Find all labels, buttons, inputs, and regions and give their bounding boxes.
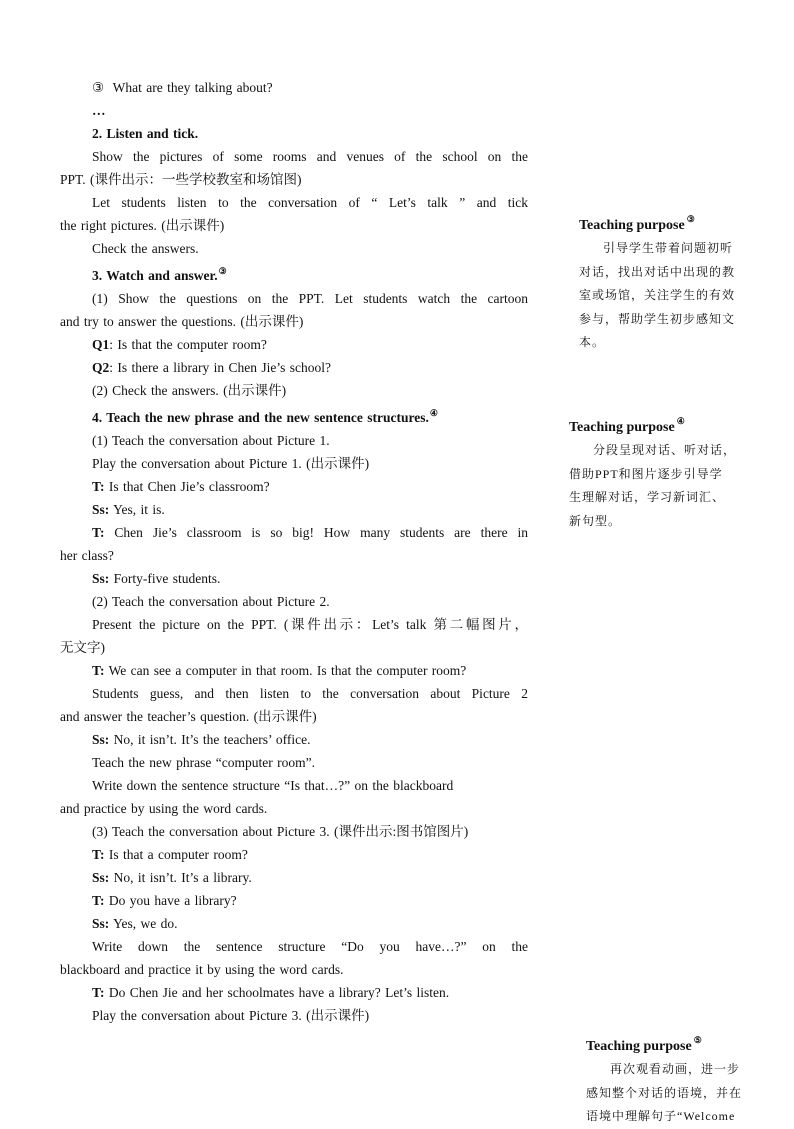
paragraph-line: the right pictures. (出示课件) bbox=[60, 218, 225, 233]
dialogue-line: T: We can see a computer in that room. Is that the computer room? bbox=[92, 663, 467, 678]
paragraph-line: (1) Show the questions on the PPT. Let students watch the cartoon bbox=[92, 291, 528, 306]
speaker: Ss: bbox=[92, 571, 110, 586]
speaker: T: bbox=[92, 985, 105, 1000]
paragraph-line: and practice by using the word cards. bbox=[60, 801, 268, 816]
dialogue-line: Ss: No, it isn’t. It’s the teachers’ office. bbox=[92, 732, 311, 747]
dialogue-line: Ss: Yes, we do. bbox=[92, 916, 178, 931]
dialogue-line: Ss: Forty-five students. bbox=[92, 571, 221, 586]
sidebar-line: 引导学生带着问题初听 bbox=[603, 241, 734, 255]
dialogue-line: Ss: Yes, it is. bbox=[92, 502, 165, 517]
paragraph-line: Play the conversation about Picture 1. (出示课件) bbox=[92, 456, 370, 471]
paragraph-line: (2) Teach the conversation about Picture 2. bbox=[92, 594, 330, 609]
sidebar-line: 再次观看动画，进一步 bbox=[610, 1062, 741, 1076]
sidebar-title: Teaching purpose bbox=[586, 1039, 692, 1054]
paragraph-line: (3) Teach the conversation about Picture 3. (课件出示:图书馆图片) bbox=[92, 824, 469, 839]
paragraph-line: Let students listen to the conversation of “ Let’s talk ” and tick bbox=[92, 195, 528, 210]
sidebar-title: Teaching purpose bbox=[569, 420, 675, 435]
speaker: T: bbox=[92, 663, 105, 678]
dialogue-line: her class? bbox=[60, 548, 114, 563]
sidebar-line: 新句型。 bbox=[569, 513, 622, 528]
sidebar-line: 参与，帮助学生初步感知文 bbox=[579, 311, 736, 326]
dialogue-line: T: Do Chen Jie and her schoolmates have a library? Let’s listen. bbox=[92, 985, 450, 1000]
dialogue-line: T: Do you have a library? bbox=[92, 893, 237, 908]
teaching-purpose-4 bbox=[569, 410, 749, 533]
lesson-procedure bbox=[60, 76, 528, 1027]
footnote-marker: ③ bbox=[218, 266, 227, 276]
sidebar-line: 本。 bbox=[579, 335, 606, 349]
section-heading-watch-answer: 3. Watch and answer.③ bbox=[92, 266, 227, 283]
paragraph-line: 无文字) bbox=[60, 640, 105, 655]
sidebar-line: 生理解对话，学习新词汇、 bbox=[569, 490, 726, 504]
footnote-marker: ③ bbox=[686, 214, 695, 224]
sidebar-line: 分段呈现对话、听对话， bbox=[593, 443, 737, 457]
sidebar-line: 室或场馆，关注学生的有效 bbox=[579, 288, 736, 302]
paragraph-line: and try to answer the questions. (出示课件) bbox=[60, 314, 304, 329]
sidebar-line: 对话，找出对话中出现的教 bbox=[579, 264, 736, 279]
question-1: Q1: Is that the computer room? bbox=[92, 337, 267, 352]
question-text: What are they talking about? bbox=[112, 80, 273, 95]
paragraph-line: Show the pictures of some rooms and venues of the school on the bbox=[92, 149, 528, 164]
question-2: Q2: Is there a library in Chen Jie’s school? bbox=[92, 360, 331, 375]
paragraph-line: Students guess, and then listen to the conversation about Picture 2 bbox=[92, 686, 528, 701]
question-3 bbox=[60, 76, 528, 99]
dialogue-line: T: Is that a computer room? bbox=[92, 847, 248, 862]
dialogue-line: T: Chen Jie’s classroom is so big! How many students are there in bbox=[92, 525, 528, 540]
speaker: T: bbox=[92, 847, 105, 862]
speaker: Ss: bbox=[92, 916, 110, 931]
section-heading-teach: 4. Teach the new phrase and the new sentence structures.④ bbox=[92, 408, 438, 425]
paragraph-line: Play the conversation about Picture 3. (出示课件) bbox=[92, 1008, 370, 1023]
speaker: Ss: bbox=[92, 502, 110, 517]
teaching-purpose-5 bbox=[586, 1029, 766, 1129]
paragraph-line: Write down the sentence structure “Do you have…?” on the bbox=[92, 939, 528, 954]
question-marker: ③ bbox=[92, 80, 105, 95]
footnote-marker: ⑤ bbox=[693, 1035, 702, 1045]
speaker: T: bbox=[92, 525, 105, 540]
footnote-marker: ④ bbox=[429, 408, 438, 418]
paragraph-line: Check the answers. bbox=[92, 241, 199, 256]
paragraph-line: (2) Check the answers. (出示课件) bbox=[92, 383, 287, 398]
sidebar-line: 感知整个对话的语境，并在 bbox=[586, 1085, 743, 1100]
sidebar-line: 语境中理解句子“Welcome bbox=[586, 1109, 736, 1123]
paragraph-line: blackboard and practice it by using the word cards. bbox=[60, 962, 344, 977]
sidebar-line: 借助PPT和图片逐步引导学 bbox=[569, 466, 723, 481]
paragraph-line: Teach the new phrase “computer room”. bbox=[92, 755, 315, 770]
sidebar-title: Teaching purpose bbox=[579, 218, 685, 233]
speaker: T: bbox=[92, 893, 105, 908]
speaker: Ss: bbox=[92, 732, 110, 747]
paragraph-line: Present the picture on the PPT. (课件出示：Let’s talk 第二幅图片， bbox=[92, 617, 528, 632]
footnote-marker: ④ bbox=[676, 416, 685, 426]
paragraph-line: PPT. (课件出示：一些学校教室和场馆图) bbox=[60, 172, 302, 187]
speaker: Ss: bbox=[92, 870, 110, 885]
dialogue-line: Ss: No, it isn’t. It’s a library. bbox=[92, 870, 252, 885]
paragraph-line: Write down the sentence structure “Is that…?” on the blackboard bbox=[92, 778, 454, 793]
speaker: T: bbox=[92, 479, 105, 494]
section-heading-listen-tick: 2. Listen and tick. bbox=[92, 126, 199, 141]
dialogue-line: T: Is that Chen Jie’s classroom? bbox=[92, 479, 270, 494]
paragraph-line: and answer the teacher’s question. (出示课件) bbox=[60, 709, 317, 724]
teaching-purpose-3 bbox=[579, 208, 759, 355]
paragraph-line: (1) Teach the conversation about Picture 1. bbox=[92, 433, 330, 448]
ellipsis: … bbox=[92, 103, 106, 118]
